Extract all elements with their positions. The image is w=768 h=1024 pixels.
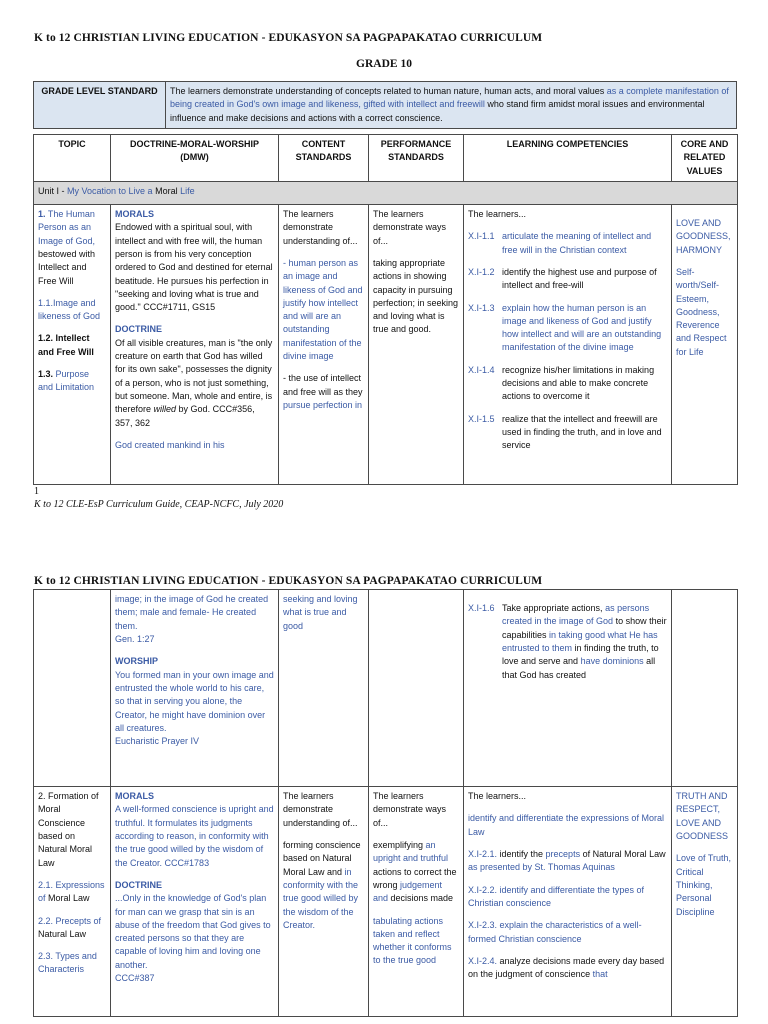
- table-row: [34, 590, 738, 787]
- header-content-standards: CONTENT STANDARDS: [279, 135, 369, 182]
- header-topic: TOPIC: [34, 135, 111, 182]
- competency-item: X.I-1.3 explain how the human person is an image and likeness of God and justify how intellect and will are an outstanding manifestation of the divine image: [468, 302, 662, 353]
- performance-standards-cell: [369, 590, 464, 787]
- header-learning-competencies: LEARNING COMPETENCIES: [464, 135, 672, 182]
- topic-cell: 2. Formation of Moral Conscience based on Natural Moral Law 2.1. Expressions of Moral Law 2.2. Precepts of Natural Law 2.3. Types and Characteris: [34, 787, 111, 1017]
- content-standards-cell: The learners demonstrate understanding of... forming conscience based on Natural Moral Law and in conformity with the true good willed by the wisdom of the Creator.: [279, 787, 369, 1017]
- page1-title: K to 12 CHRISTIAN LIVING EDUCATION - EDUKASYON SA PAGPAPAKATAO CURRICULUM: [34, 32, 543, 44]
- dmw-cell: MORALS Endowed with a spiritual soul, with intellect and with free will, the human person is from his very conception ordered to God and destined for eternal beatitude. He pursues his perfection in "seeking and loving what is true and good." CCC#1711, GS15 DOCTRINE Of all visible creatures, man is "the only creature on earth that God has willed for its own sake", possesses the dignity of a person, who is not just something, but someone. Man, whole and entire, is therefore willed by God. CCC#356, 357, 362 God created mankind in his: [111, 204, 279, 484]
- core-values-cell: [672, 590, 738, 787]
- grade-label: GRADE 10: [356, 58, 412, 70]
- footer-citation: K to 12 CLE-EsP Curriculum Guide, CEAP-NCFC, July 2020: [34, 499, 284, 510]
- curriculum-table-page1: [33, 134, 738, 485]
- competency-item: X.I-1.6 Take appropriate actions, as persons created in the image of God to show their capabilities in taking good what He has entrusted to them in finding the truth, to love and serve and have dominions all that God has created: [468, 603, 667, 680]
- performance-standards-cell: The learners demonstrate ways of... taking appropriate actions in showing capacity in pursuing perfection; in seeking and loving what is true and good.: [369, 204, 464, 484]
- unit-row: [34, 181, 738, 204]
- competency-item: X.I-1.4 recognize his/her limitations in making decisions and able to make concrete actions to overcome it: [468, 364, 655, 402]
- performance-standards-cell: The learners demonstrate ways of... exemplifying an upright and truthful actions to correct the wrong judgement and decisions made tabulating actions taken and reflect whether it conforms to the true good: [369, 787, 464, 1017]
- topic-cell: [34, 590, 111, 787]
- page2-title: K to 12 CHRISTIAN LIVING EDUCATION - EDUKASYON SA PAGPAPAKATAO CURRICULUM: [34, 575, 543, 587]
- content-standards-cell: seeking and loving what is true and good: [279, 590, 369, 787]
- competency-item: X.I-1.5 realize that the intellect and freewill are used in finding the truth, and in love and service: [468, 413, 662, 451]
- topic-cell: 1. The Human Person as an Image of God, bestowed with Intellect and Free Will 1.1.Image and likeness of God 1.2. Intellect and Free Will 1.3. Purpose and Limitation: [34, 204, 111, 484]
- grade-standard-table: [33, 81, 737, 129]
- core-values-cell: LOVE AND GOODNESS, HARMONY Self-worth/Self-Esteem, Goodness, Reverence and Respect for Life: [672, 204, 738, 484]
- content-standards-cell: The learners demonstrate understanding of... - human person as an image and likeness of God and justify how intellect and will are an outstanding manifestation of the divine image - the use of intellect and free will as they pursue perfection in: [279, 204, 369, 484]
- page-number: 1: [34, 486, 39, 497]
- table-row: [34, 204, 738, 484]
- header-dmw: DOCTRINE-MORAL-WORSHIP (DMW): [111, 135, 279, 182]
- dmw-cell: image; in the image of God he created them; male and female- He created them. Gen. 1:27 WORSHIP You formed man in your own image and entrusted the whole world to his care, so that in serving you alone, the Creator, he might have dominion over all creatures. Eucharistic Prayer IV: [111, 590, 279, 787]
- header-core-values: CORE AND RELATED VALUES: [672, 135, 738, 182]
- curriculum-table-page2: [33, 589, 738, 1017]
- table-header-row: [34, 135, 738, 182]
- table-row: [34, 787, 738, 1017]
- unit-title: Unit I - My Vocation to Live a Moral Life: [34, 181, 738, 204]
- grade-standard-label: GRADE LEVEL STANDARD: [34, 82, 166, 129]
- learning-competencies-cell: The learners... X.I-1.1 articulate the meaning of intellect and free will in the Christian context X.I-1.2 identify the highest use and purpose of intellect and free-will X.I-1.3 explain how the human person is an image and likeness of God and justify how intellect and will are an outstanding manifestation of the divine image X.I-1.4 recognize his/her limitations in making decisions and able to make concrete actions to overcome it X.I-1.5 realize that the intellect and freewill are used in finding the truth, and in love and service: [464, 204, 672, 484]
- competency-item: X.I-1.1 articulate the meaning of intellect and free will in the Christian context: [468, 231, 652, 255]
- learning-competencies-cell: [464, 590, 672, 787]
- grade-standard-text: The learners demonstrate understanding of concepts related to human nature, human acts, and moral values as a complete manifestation of being created in God's own image and likeness, gifted with intellect and freewill who stand firm amidst moral issues and environmental influence and make decisions and actions with a correct conscience.: [166, 82, 737, 129]
- competency-item: X.I-1.2 identify the highest use and purpose of intellect and free-will: [468, 266, 657, 291]
- learning-competencies-cell: The learners... identify and differentiate the expressions of Moral Law X.I-2.1. identify the precepts of Natural Moral Law as presented by St. Thomas Aquinas X.I-2.2. identify and differentiate the types of Christian conscience X.I-2.3. explain the characteristics of a well-formed Christian conscience X.I-2.4. analyze decisions made every day based on the judgment of conscience that: [464, 787, 672, 1017]
- header-performance-standards: PERFORMANCE STANDARDS: [369, 135, 464, 182]
- core-values-cell: TRUTH AND RESPECT, LOVE AND GOODNESS Love of Truth, Critical Thinking, Personal Discipline: [672, 787, 738, 1017]
- dmw-cell: MORALS A well-formed conscience is upright and truthful. It formulates its judgments according to reason, in conformity with the true good willed by the wisdom of the Creator. CCC#1783 DOCTRINE ...Only in the knowledge of God's plan for man can we grasp that sin is an abuse of the freedom that God gives to created persons so that they are capable of loving him and loving one another. CCC#387: [111, 787, 279, 1017]
